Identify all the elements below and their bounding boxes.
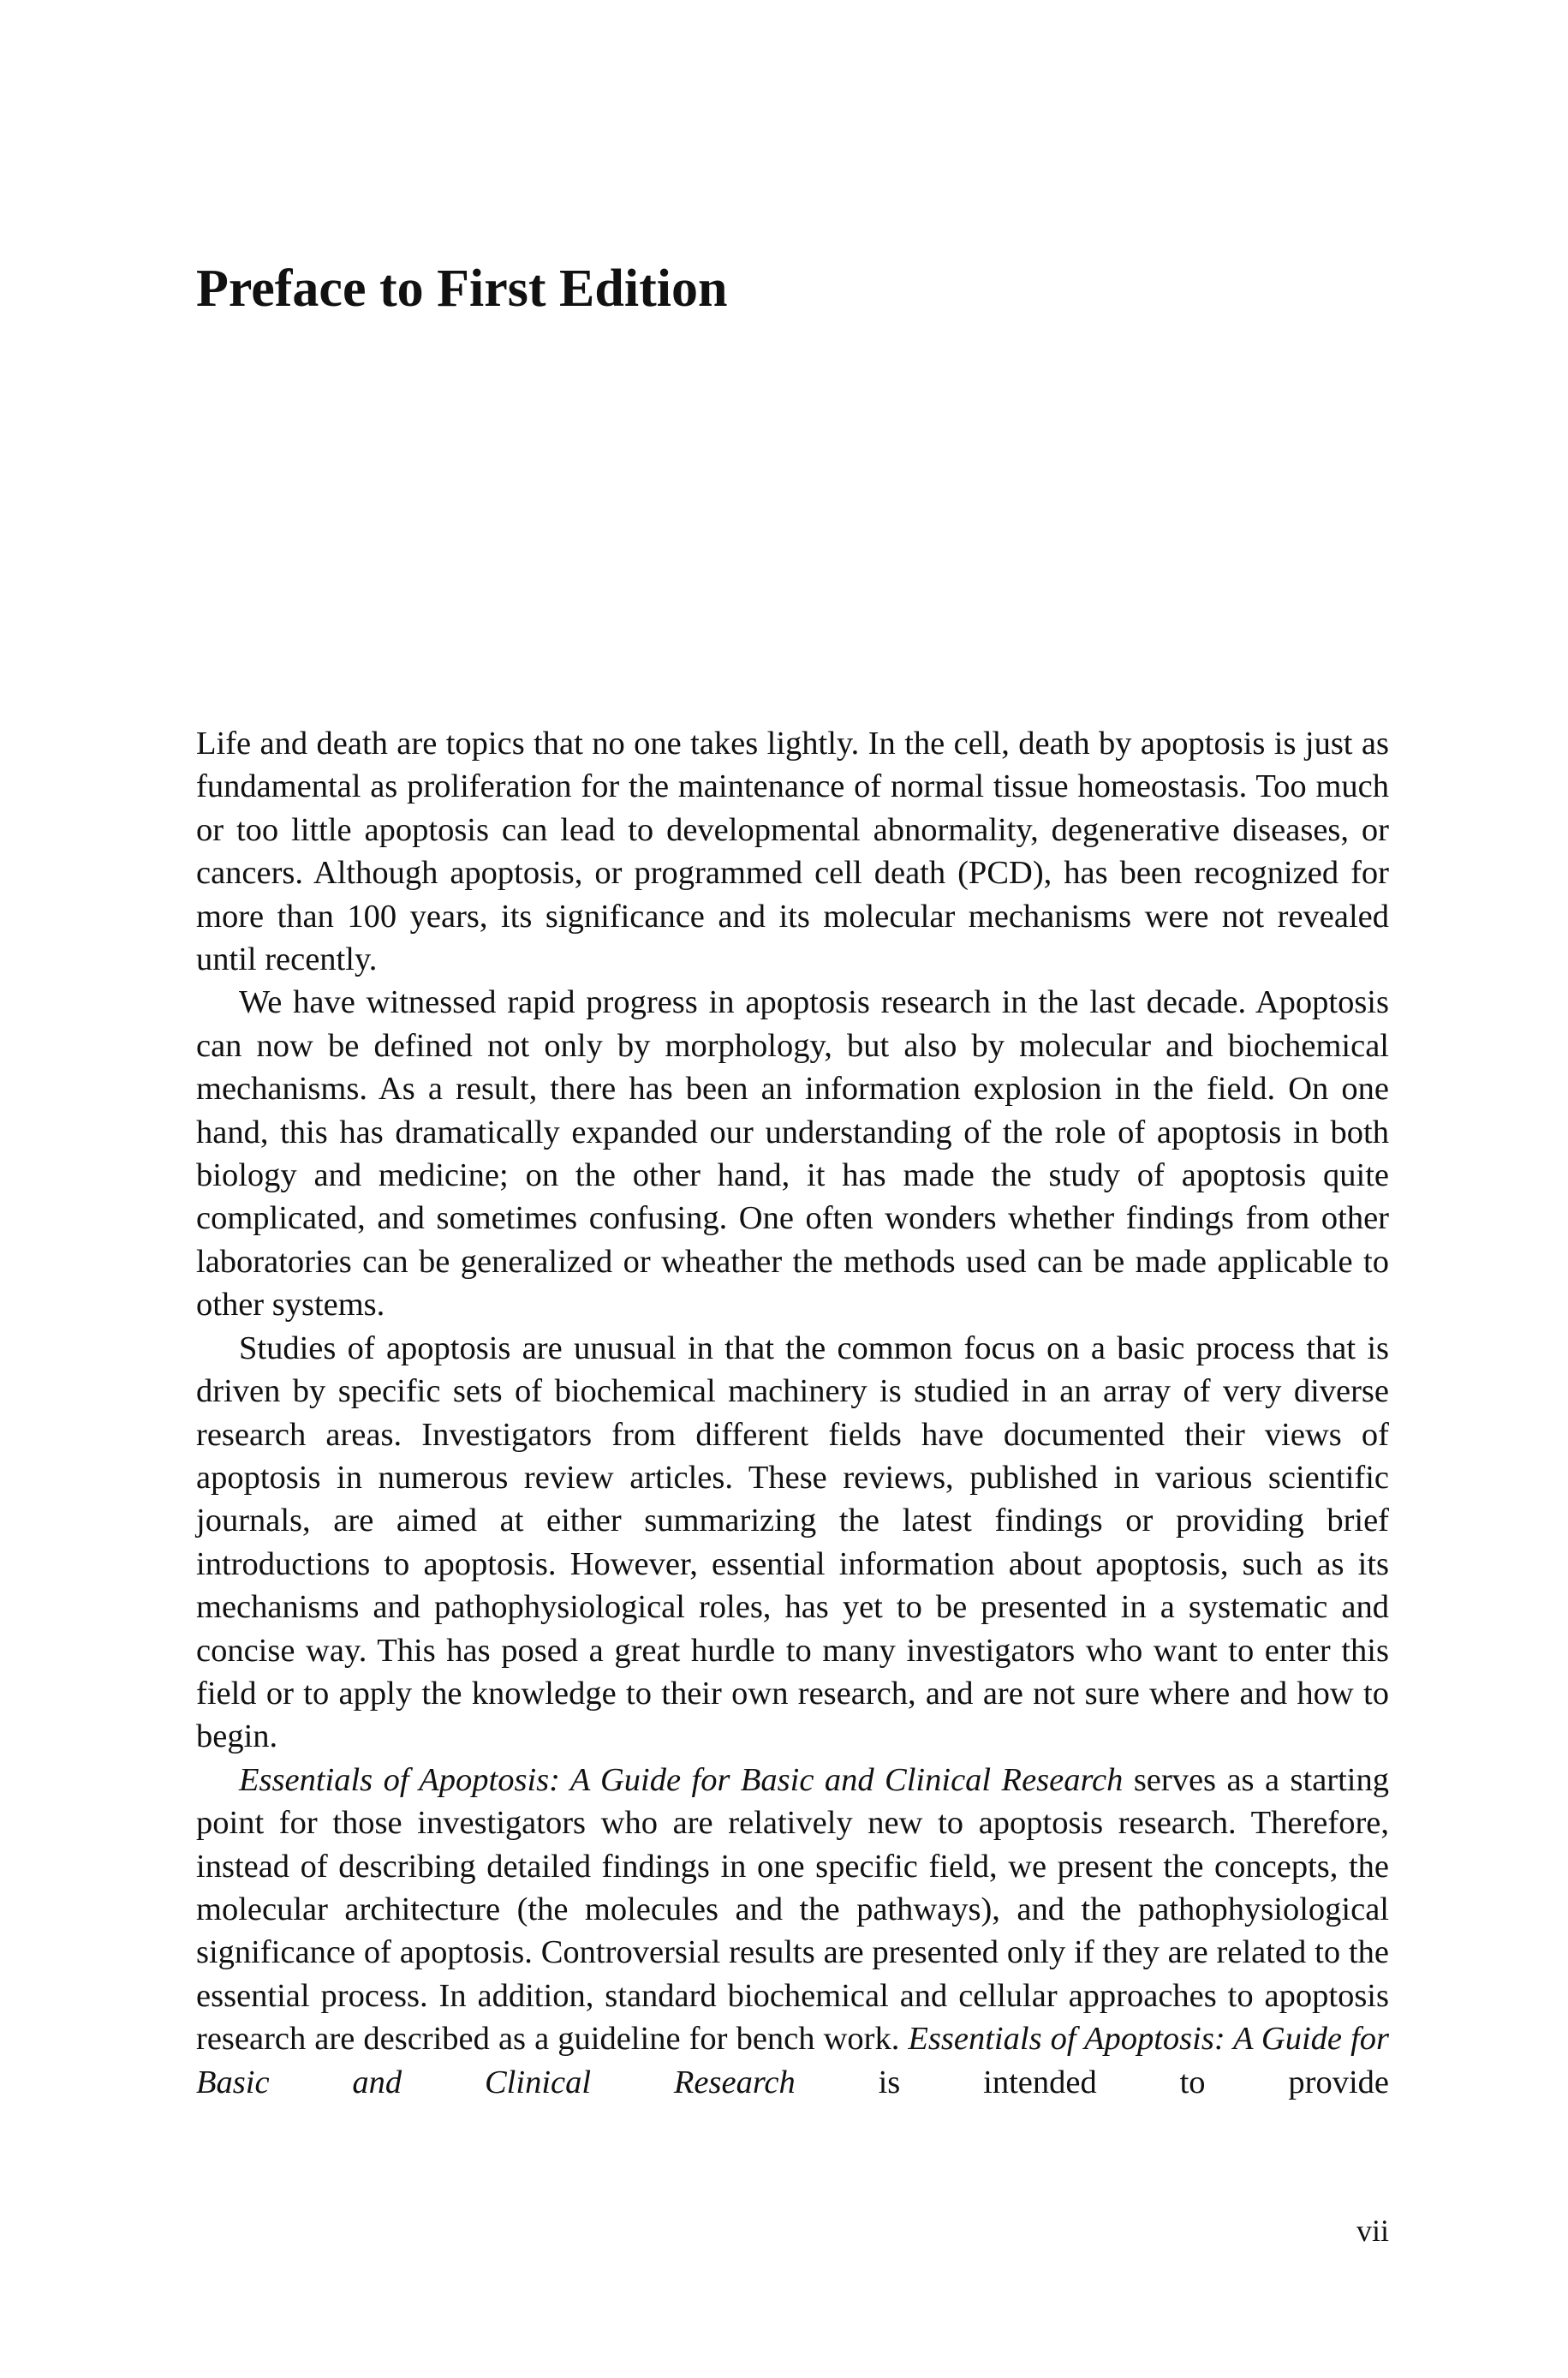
paragraph-2: We have witnessed rapid progress in apoptosis research in the last decade. Apoptosis can now be defined not only by morphology, but also by molecular and biochemical mechanisms. As a result, there has been an information explosion in the field. On one hand, this has dramatically expanded our understanding of the role of apoptosis in both biology and medicine; on the other hand, it has made the study of apoptosis quite complicated, and sometimes confusing. One often wonders whether findings from other laboratories can be generalized or wheather the methods used can be made applicable to other systems. — [196, 984, 1389, 1323]
paragraph-3: Studies of apoptosis are unusual in that the common focus on a basic process that is driven by specific sets of biochemical machinery is studied in an array of very diverse research areas. Investigators from different fields have documented their views of apoptosis in numerous review articles. These reviews, published in various scientific journals, are aimed at either summarizing the latest findings or providing brief introductions to apoptosis. However, essential information about apoptosis, such as its mechanisms and pathophysiological roles, has yet to be presented in a systematic and concise way. This has posed a great hurdle to many investigators who want to enter this field or to apply the knowledge to their own research, and are not sure where and how to begin. — [196, 1329, 1389, 1755]
paragraph-1: Life and death are topics that no one takes lightly. In the cell, death by apoptosis is just as fundamental as proliferation for the maintenance of normal tissue homeostasis. Too much or too little apoptosis can lead to developmental abnormality, degenerative diseases, or cancers. Although apoptosis, or programmed cell death (PCD), has been recognized for more than 100 years, its significance and its molecular mechanisms were not revealed until recently. — [196, 726, 1389, 978]
book-title-italic-2: Essentials of Apoptosis: A Guide for Basic and Clinical Research — [196, 2021, 1390, 2100]
paragraph-4 — [196, 1759, 1389, 2104]
body-text — [196, 722, 1389, 2104]
book-title-italic: Essentials of Apoptosis: A Guide for Basic and Clinical Research — [239, 1761, 1124, 1798]
paragraph-4-text-a: serves as a starting point for those investigators who are relatively new to apoptosis research. Therefore, instead of describing detailed findings in one specific field, we present the concepts, the molecular architecture (the molecules and the pathways), and the pathophysiological significance of apoptosis. Controversial results are presented only if they are related to the essential process. In addition, standard biochemical and cellular approaches to apoptosis research are described as a guideline for bench work. — [196, 1761, 1389, 2058]
page-number: vii — [1356, 2214, 1389, 2248]
paragraph-4-text-b: is intended to provide — [795, 2064, 1389, 2100]
chapter-title: Preface to First Edition — [196, 260, 728, 318]
